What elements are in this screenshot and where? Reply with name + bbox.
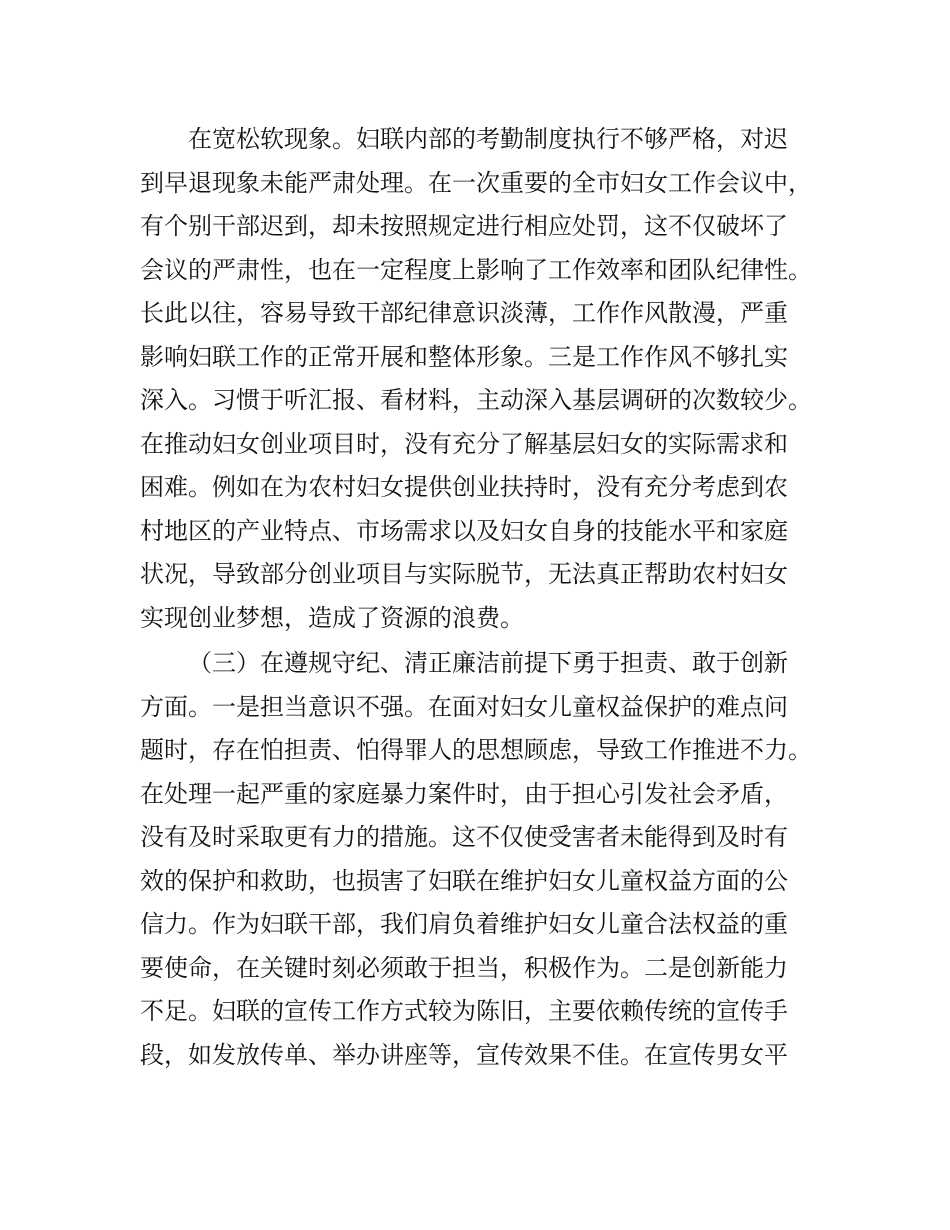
text-line: 在推动妇女创业项目时，没有充分了解基层妇女的实际需求和 (140, 429, 788, 458)
text-line: 状况，导致部分创业项目与实际脱节，无法真正帮助农村妇女 (140, 560, 788, 588)
text-line: 到早退现象未能严肃处理。在一次重要的全市妇女工作会议中， (140, 168, 812, 197)
text-line: 村地区的产业特点、市场需求以及妇女自身的技能水平和家庭 (140, 516, 788, 545)
text-line: 长此以往，容易导致干部纪律意识淡薄，工作作风散漫，严重 (140, 299, 788, 327)
text-line: 要使命，在关键时刻必须敢于担当，积极作为。二是创新能力 (140, 953, 788, 982)
text-line: 困难。例如在为农村妇女提供创业扶持时，没有充分考虑到农 (140, 473, 788, 501)
paragraph-2 (140, 642, 840, 1077)
text-line: 有个别干部迟到，却未按照规定进行相应处罚，这不仅破坏了 (140, 212, 788, 240)
text-line: 信力。作为妇联干部，我们肩负着维护妇女儿童合法权益的重 (140, 910, 788, 938)
text-line: 实现创业梦想，造成了资源的浪费。 (140, 603, 524, 632)
text-line: 没有及时采取更有力的措施。这不仅使受害者未能得到及时有 (140, 823, 788, 851)
text-line: 在宽松软现象。妇联内部的考勤制度执行不够严格，对迟 (188, 125, 788, 153)
text-line: 在处理一起严重的家庭暴力案件时，由于担心引发社会矛盾， (140, 779, 788, 808)
text-line: 深入。习惯于听汇报、看材料，主动深入基层调研的次数较少。 (140, 386, 812, 414)
text-line: （三）在遵规守纪、清正廉洁前提下勇于担责、敢于创新 (188, 649, 788, 677)
text-line: 影响妇联工作的正常开展和整体形象。三是工作作风不够扎实 (140, 342, 788, 371)
text-line: 会议的严肃性，也在一定程度上影响了工作效率和团队纪律性。 (140, 255, 812, 284)
text-line: 段，如发放传单、举办讲座等，宣传效果不佳。在宣传男女平 (140, 1040, 788, 1069)
text-line: 方面。一是担当意识不强。在面对妇女儿童权益保护的难点问 (140, 692, 788, 721)
text-line: 不足。妇联的宣传工作方式较为陈旧，主要依赖传统的宣传手 (140, 997, 788, 1025)
text-line: 题时，存在怕担责、怕得罪人的思想顾虑，导致工作推进不力。 (140, 736, 812, 764)
text-line: 效的保护和救助，也损害了妇联在维护妇女儿童权益方面的公 (140, 866, 788, 895)
paragraph-1 (140, 118, 840, 640)
document-body (140, 118, 840, 1077)
